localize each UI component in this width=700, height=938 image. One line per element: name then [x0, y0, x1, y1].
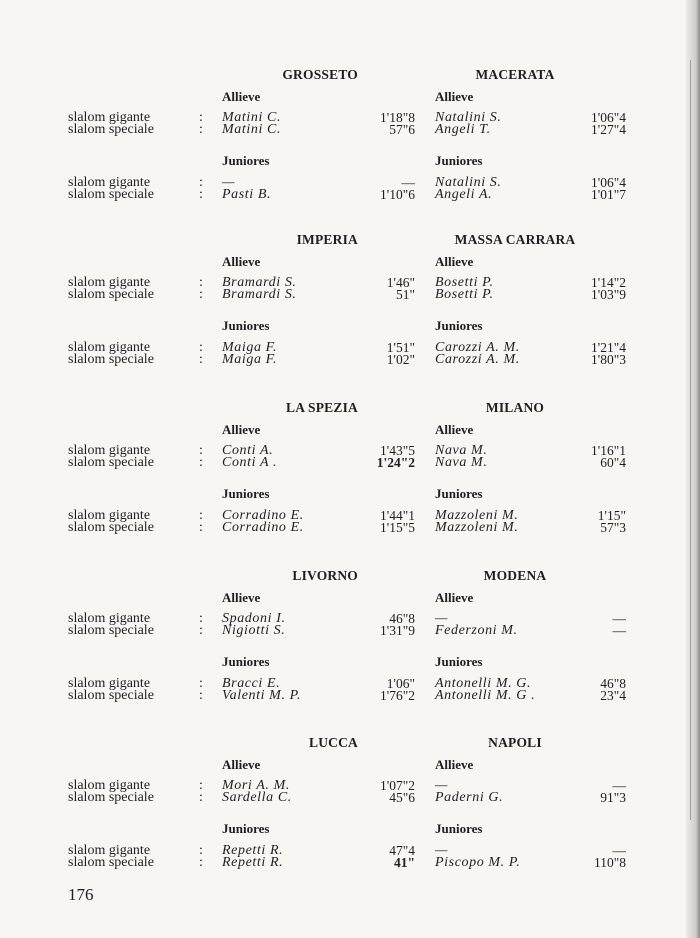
athlete-name: Paderni G.: [435, 790, 504, 805]
province-heading: NAPOLI: [488, 735, 542, 750]
separator: :: [199, 187, 203, 202]
event-label: slalom speciale: [68, 790, 154, 805]
province-heading: MILANO: [485, 400, 545, 415]
result-time: 47"4: [389, 843, 415, 858]
separator: :: [199, 443, 203, 458]
category-label: Allieve: [435, 590, 474, 605]
athlete-name: Natalini S.: [435, 175, 502, 190]
category-label: Juniores: [222, 654, 270, 669]
category-label: Juniores: [435, 654, 483, 669]
result-time: 91"3: [600, 790, 626, 805]
page-number: 176: [68, 885, 94, 904]
result-time: 23"4: [600, 688, 626, 703]
athlete-name: Repetti R.: [222, 855, 284, 870]
separator: :: [199, 175, 203, 190]
event-label: slalom gigante: [68, 843, 151, 858]
result-time: 1'06"4: [591, 175, 626, 190]
result-time: 1'06": [386, 676, 415, 691]
athlete-name: Nigiotti S.: [222, 623, 286, 638]
result-time: 1'80"3: [591, 352, 626, 367]
separator: :: [199, 110, 203, 125]
province-heading: LUCCA: [308, 735, 358, 750]
athlete-name: Antonelli M. G.: [435, 676, 532, 691]
category-label: Juniores: [222, 153, 270, 168]
result-time: 1'15": [597, 508, 626, 523]
category-label: Allieve: [222, 757, 261, 772]
result-time: 1'31"9: [380, 623, 415, 638]
category-label: Allieve: [222, 89, 261, 104]
separator: :: [199, 455, 203, 470]
event-label: slalom gigante: [68, 275, 151, 290]
event-label: slalom gigante: [68, 340, 151, 355]
result-time: 60"4: [600, 455, 626, 470]
athlete-name: —: [435, 843, 449, 858]
category-label: Juniores: [435, 153, 483, 168]
athlete-name: Matini C.: [222, 122, 282, 137]
separator: :: [199, 275, 203, 290]
result-time: 1'43"5: [380, 443, 415, 458]
athlete-name: Matini C.: [222, 110, 282, 125]
athlete-name: Bosetti P.: [435, 287, 494, 302]
event-label: slalom speciale: [68, 455, 154, 470]
athlete-name: Natalini S.: [435, 110, 502, 125]
event-label: slalom gigante: [68, 110, 151, 125]
event-label: slalom speciale: [68, 122, 154, 137]
athlete-name: Federzoni M.: [435, 623, 518, 638]
event-label: slalom speciale: [68, 623, 154, 638]
athlete-name: Antonelli M. G .: [435, 688, 536, 703]
event-label: slalom gigante: [68, 175, 151, 190]
category-label: Allieve: [222, 254, 261, 269]
separator: :: [199, 352, 203, 367]
event-label: slalom gigante: [68, 508, 151, 523]
result-time: 1'76"2: [380, 688, 415, 703]
result-time: 1'01"7: [591, 187, 626, 202]
province-heading: GROSSETO: [282, 67, 358, 82]
result-time: —: [612, 611, 626, 626]
category-label: Allieve: [435, 254, 474, 269]
result-time: 1'51": [386, 340, 415, 355]
athlete-name: —: [435, 611, 449, 626]
result-time: 45"6: [389, 790, 415, 805]
result-time: 1'46": [386, 275, 415, 290]
result-time: 1'02": [386, 352, 415, 367]
result-section: [0, 67, 700, 227]
event-label: slalom speciale: [68, 187, 154, 202]
category-label: Allieve: [222, 590, 261, 605]
result-section: [0, 568, 700, 728]
athlete-name: Sardella C.: [222, 790, 292, 805]
separator: :: [199, 122, 203, 137]
athlete-name: —: [435, 778, 449, 793]
athlete-name: Maiga F.: [222, 340, 278, 355]
athlete-name: Maiga F.: [222, 352, 278, 367]
athlete-name: Piscopo M. P.: [435, 855, 521, 870]
athlete-name: Mazzoleni M.: [435, 508, 519, 523]
athlete-name: Bramardi S.: [222, 275, 297, 290]
athlete-name: —: [222, 175, 236, 190]
category-label: Allieve: [435, 422, 474, 437]
province-heading: LA SPEZIA: [286, 400, 358, 415]
separator: :: [199, 508, 203, 523]
result-time: 46"8: [389, 611, 415, 626]
result-time: 1'16"1: [591, 443, 626, 458]
result-time: 110"8: [593, 855, 626, 870]
athlete-name: Mori A. M.: [222, 778, 290, 793]
athlete-name: Angeli A.: [435, 187, 493, 202]
athlete-name: Bramardi S.: [222, 287, 297, 302]
result-time: 1'10"6: [380, 187, 415, 202]
result-time: 1'21"4: [591, 340, 626, 355]
event-label: slalom speciale: [68, 352, 154, 367]
event-label: slalom gigante: [68, 443, 151, 458]
event-label: slalom speciale: [68, 688, 154, 703]
event-label: slalom speciale: [68, 520, 154, 535]
separator: :: [199, 340, 203, 355]
result-time: 46"8: [600, 676, 626, 691]
category-label: Juniores: [222, 486, 270, 501]
event-label: slalom speciale: [68, 855, 154, 870]
result-time: 1'44"1: [380, 508, 415, 523]
province-heading: MASSA CARRARA: [454, 232, 576, 247]
athlete-name: Repetti R.: [222, 843, 284, 858]
result-time: 1'18"8: [380, 110, 415, 125]
athlete-name: Corradino E.: [222, 520, 304, 535]
result-time: —: [612, 843, 626, 858]
athlete-name: Corradino E.: [222, 508, 304, 523]
category-label: Allieve: [435, 757, 474, 772]
separator: :: [199, 676, 203, 691]
province-heading: IMPERIA: [296, 232, 358, 247]
result-time: 41": [394, 855, 415, 870]
result-section: [0, 232, 700, 392]
athlete-name: Bracci E.: [222, 676, 281, 691]
result-section: [0, 400, 700, 560]
athlete-name: Spadoni I.: [222, 611, 286, 626]
result-time: 1'15"5: [380, 520, 415, 535]
separator: :: [199, 520, 203, 535]
athlete-name: Nava M.: [435, 455, 488, 470]
athlete-name: Nava M.: [435, 443, 488, 458]
athlete-name: Pasti B.: [222, 187, 272, 202]
category-label: Juniores: [435, 486, 483, 501]
athlete-name: Conti A.: [222, 443, 274, 458]
result-time: 1'27"4: [591, 122, 626, 137]
category-label: Allieve: [435, 89, 474, 104]
separator: :: [199, 843, 203, 858]
province-heading: MODENA: [483, 568, 547, 583]
athlete-name: Mazzoleni M.: [435, 520, 519, 535]
province-heading: MACERATA: [475, 67, 555, 82]
athlete-name: Bosetti P.: [435, 275, 494, 290]
event-label: slalom gigante: [68, 611, 151, 626]
result-time: 57"6: [389, 122, 415, 137]
event-label: slalom gigante: [68, 676, 151, 691]
category-label: Juniores: [222, 821, 270, 836]
event-label: slalom speciale: [68, 287, 154, 302]
category-label: Juniores: [435, 318, 483, 333]
separator: :: [199, 287, 203, 302]
event-label: slalom gigante: [68, 778, 151, 793]
result-time: 1'24"2: [376, 455, 415, 470]
separator: :: [199, 623, 203, 638]
athlete-name: Carozzi A. M.: [435, 340, 520, 355]
result-time: 57"3: [600, 520, 626, 535]
result-time: 1'07"2: [380, 778, 415, 793]
result-time: 1'14"2: [591, 275, 626, 290]
separator: :: [199, 688, 203, 703]
result-time: —: [612, 623, 626, 638]
result-time: 1'03"9: [591, 287, 626, 302]
result-section: [0, 735, 700, 895]
result-time: 1'06"4: [591, 110, 626, 125]
result-time: 51": [395, 287, 415, 302]
athlete-name: Valenti M. P.: [222, 688, 302, 703]
separator: :: [199, 855, 203, 870]
result-time: —: [401, 175, 415, 190]
province-heading: LIVORNO: [292, 568, 358, 583]
athlete-name: Conti A .: [222, 455, 278, 470]
separator: :: [199, 778, 203, 793]
result-time: —: [612, 778, 626, 793]
athlete-name: Angeli T.: [435, 122, 491, 137]
athlete-name: Carozzi A. M.: [435, 352, 520, 367]
separator: :: [199, 790, 203, 805]
category-label: Juniores: [222, 318, 270, 333]
separator: :: [199, 611, 203, 626]
category-label: Allieve: [222, 422, 261, 437]
category-label: Juniores: [435, 821, 483, 836]
